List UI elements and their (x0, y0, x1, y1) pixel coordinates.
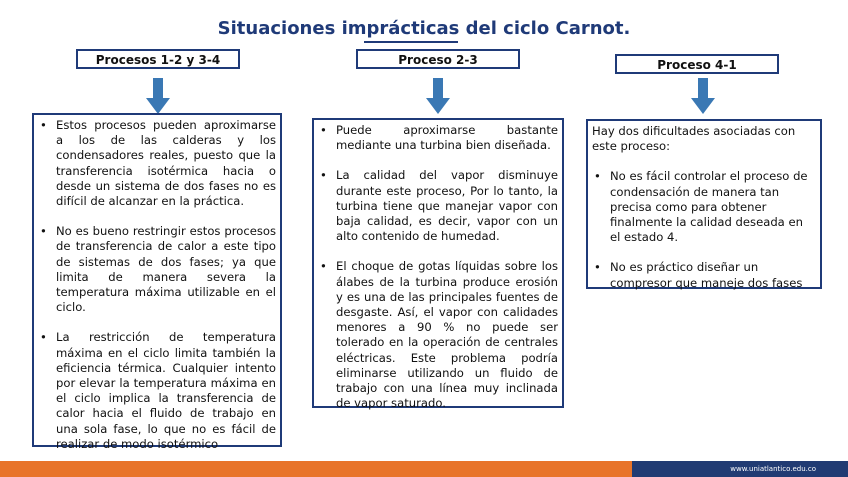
content-box-proceso-4-1 (586, 119, 822, 289)
list-item (318, 123, 558, 153)
list-item (592, 169, 816, 245)
footer-blue-bar (632, 461, 848, 477)
arrow-down-icon (426, 78, 450, 114)
bullet-glyph: • (40, 224, 47, 239)
intro-text: Hay dos dificultades asociadas con este proceso: (592, 124, 796, 154)
page-title: Situaciones imprácticas del ciclo Carnot. (217, 18, 631, 39)
list-item (38, 330, 276, 452)
header-procesos-1-2-3-4: Procesos 1-2 y 3-4 (76, 49, 240, 69)
list-item (38, 224, 276, 315)
bullet-text: No es práctico diseñar un compresor que maneje dos fases (610, 260, 803, 290)
arrow-down-icon (691, 78, 715, 114)
bullet-text: No es bueno restringir estos procesos de transferencia de calor a este tipo de sistemas de dos fases; ya que limita de manera severa la temperatura máxima utilizable en el ciclo. (56, 224, 276, 315)
header-proceso-4-1: Proceso 4-1 (615, 54, 779, 74)
list-item (592, 260, 816, 290)
content-box-proceso-2-3 (312, 118, 564, 411)
bullet-text: La restricción de temperatura máxima en el ciclo limita también la eficiencia térmica. Cualquier intento por elevar la temperatura máxima en el ciclo implica la transferencia de calor hacia el fluido de trabajo en una sola fase, lo que no es fácil de realizar de modo isotérmico (56, 330, 276, 451)
bullet-glyph: • (40, 330, 47, 345)
arrow-down-icon (146, 78, 170, 114)
list-item (38, 118, 276, 209)
footer-orange-bar (0, 461, 632, 477)
bullet-text: El choque de gotas líquidas sobre los álabes de la turbina produce erosión y es una de las principales fuentes de desgaste. Así, el vapor con calidades menores a 90 % no puede ser tolerado en la operación de centrales eléctricas. Este problema podría eliminarse utilizando un fluido de trabajo con una línea muy inclinada de vapor saturado. (336, 259, 558, 411)
footer-url[interactable]: www.uniatlantico.edu.co (730, 465, 816, 473)
bullet-glyph: • (594, 169, 601, 184)
header-proceso-2-3: Proceso 2-3 (356, 49, 520, 69)
bullet-text: La calidad del vapor disminuye durante este proceso, Por lo tanto, la turbina tiene que manejar vapor con baja calidad, es decir, vapor con un alto contenido de humedad. (336, 168, 558, 244)
bullet-text: Puede aproximarse bastante mediante una turbina bien diseñada. (336, 123, 558, 153)
list-item (318, 168, 558, 244)
bullet-glyph: • (40, 118, 47, 132)
bullet-text: No es fácil controlar el proceso de condensación de manera tan precisa como para obtener finalmente la calidad deseada en el estado 4. (610, 169, 808, 245)
bullet-glyph: • (320, 259, 327, 274)
bullet-glyph: • (320, 168, 327, 183)
bullet-glyph: • (320, 123, 327, 137)
bullet-text: Estos procesos pueden aproximarse a los de las calderas y los condensadores reales, puesto que la transferencia isotérmica hacia o desde un sistema de dos fases no es difícil de alcanzar en la práctica. (56, 118, 276, 209)
title-underline (364, 41, 458, 43)
bullet-glyph: • (594, 260, 601, 275)
list-item (318, 259, 558, 411)
content-box-procesos-1-2-3-4 (32, 113, 282, 451)
